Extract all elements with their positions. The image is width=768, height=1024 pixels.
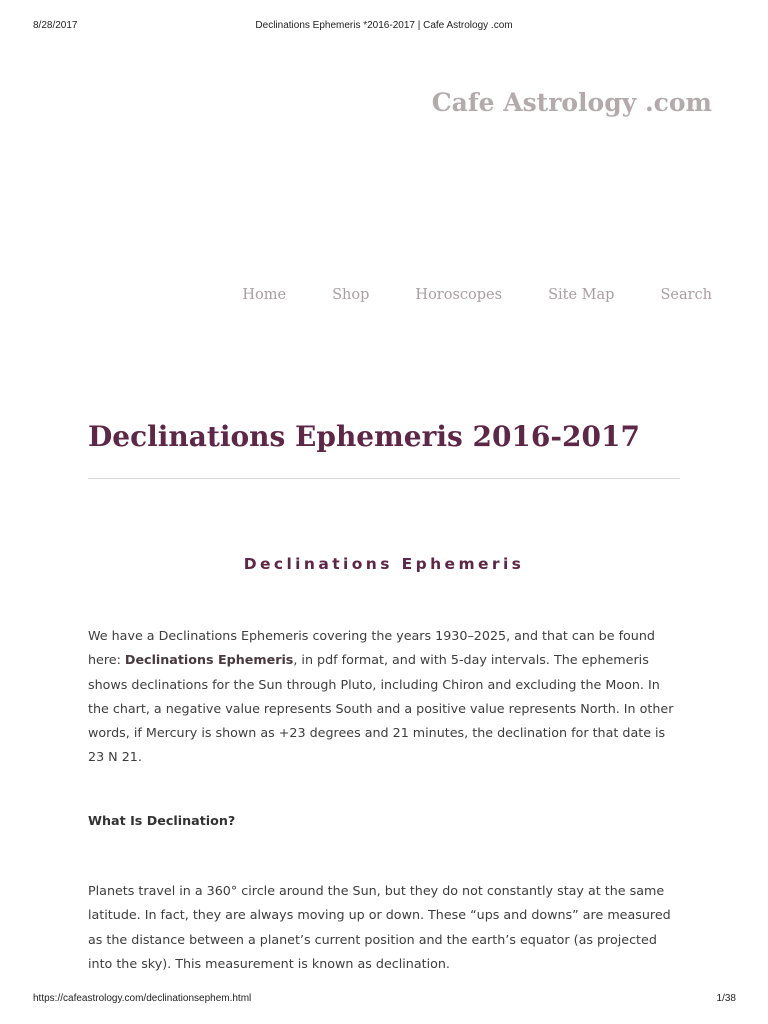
nav-shop[interactable]: Shop [332,287,370,303]
print-header-date: 8/28/2017 [33,20,78,31]
intro-text-end: , in pdf format, and with 5-day intervals. The ephemeris shows declinations for the Sun through Pluto, including Chiron and excluding the Moon. In the chart, a negative value represents South and a positive value represents North. In other words, if Mercury is shown as +23 degrees and 21 minutes, the declination for that date is 23 N 21. [88,652,674,765]
nav-home[interactable]: Home [242,287,287,303]
print-footer-url: https://cafeastrology.com/declinationsephem.html [33,993,252,1004]
print-footer-page-number: 1/38 [716,993,736,1004]
print-header-title: Declinations Ephemeris *2016-2017 | Cafe Astrology .com [255,20,513,31]
declination-paragraph: Planets travel in a 360° circle around the Sun, but they do not constantly stay at the same latitude. In fact, they are always moving up or down. These “ups and downs” are measured as the distance between a planet’s current position and the earth’s equator (as projected into the sky). This measurement is known as declination. [88,883,671,971]
intro-text-start: We have a Declinations Ephemeris covering the years 1930–2025, and that can be found here: [88,628,655,668]
site-logo[interactable]: Cafe Astrology .com [431,88,712,117]
nav-search[interactable]: Search [660,287,712,303]
section-heading: Declinations Ephemeris [243,555,525,573]
nav-site-map[interactable]: Site Map [548,287,615,303]
what-is-declination-heading: What Is Declination? [88,813,236,828]
title-divider [88,478,680,479]
page-title: Declinations Ephemeris 2016-2017 [88,420,640,453]
intro-paragraph [88,624,684,770]
main-nav [242,287,712,303]
nav-horoscopes[interactable]: Horoscopes [415,287,503,303]
declinations-ephemeris-link[interactable]: Declinations Ephemeris [124,652,294,668]
